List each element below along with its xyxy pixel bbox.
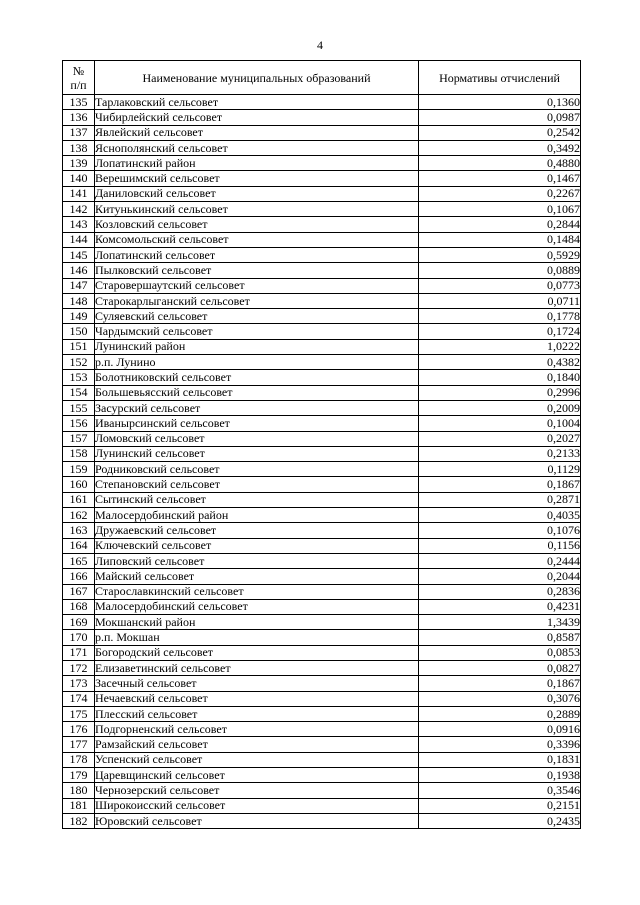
table-row bbox=[63, 446, 581, 461]
allocation-norm-cell: 0,2871 bbox=[419, 492, 581, 507]
municipality-name-cell: Суляевский сельсовет bbox=[95, 309, 419, 324]
row-number-cell: 158 bbox=[63, 446, 95, 461]
allocation-norm-cell: 0,0827 bbox=[419, 660, 581, 675]
header-number-sign: № bbox=[72, 63, 85, 78]
row-number-cell: 179 bbox=[63, 768, 95, 783]
allocation-norm-cell: 0,1867 bbox=[419, 477, 581, 492]
row-number-cell: 157 bbox=[63, 431, 95, 446]
municipality-name-cell: Родниковский сельсовет bbox=[95, 462, 419, 477]
allocation-norm-cell: 0,3546 bbox=[419, 783, 581, 798]
allocation-norm-cell: 0,8587 bbox=[419, 630, 581, 645]
row-number-cell: 161 bbox=[63, 492, 95, 507]
row-number-cell: 145 bbox=[63, 247, 95, 262]
row-number-cell: 151 bbox=[63, 339, 95, 354]
allocation-norm-cell: 0,2044 bbox=[419, 569, 581, 584]
table-row bbox=[63, 110, 581, 125]
allocation-norm-cell: 0,1067 bbox=[419, 202, 581, 217]
row-number-cell: 144 bbox=[63, 232, 95, 247]
header-number-abbr: п/п bbox=[70, 77, 87, 92]
allocation-norm-cell: 0,4231 bbox=[419, 599, 581, 614]
row-number-cell: 137 bbox=[63, 125, 95, 140]
row-number-cell: 152 bbox=[63, 355, 95, 370]
municipality-name-cell: Царевщинский сельсовет bbox=[95, 768, 419, 783]
allocation-norm-cell: 0,1156 bbox=[419, 538, 581, 553]
allocation-norm-cell: 0,0916 bbox=[419, 722, 581, 737]
row-number-cell: 140 bbox=[63, 171, 95, 186]
table-row bbox=[63, 309, 581, 324]
table-row bbox=[63, 553, 581, 568]
municipality-name-cell: Малосердобинский сельсовет bbox=[95, 599, 419, 614]
table-row bbox=[63, 232, 581, 247]
allocation-norm-cell: 0,1467 bbox=[419, 171, 581, 186]
table-row bbox=[63, 630, 581, 645]
table-row bbox=[63, 584, 581, 599]
allocation-norm-cell: 0,2542 bbox=[419, 125, 581, 140]
municipality-name-cell: Широкоисский сельсовет bbox=[95, 798, 419, 813]
row-number-cell: 139 bbox=[63, 156, 95, 171]
allocation-norm-cell: 0,4880 bbox=[419, 156, 581, 171]
allocation-norm-cell: 0,1360 bbox=[419, 95, 581, 110]
table-row bbox=[63, 722, 581, 737]
table-row bbox=[63, 691, 581, 706]
row-number-cell: 171 bbox=[63, 645, 95, 660]
row-number-cell: 154 bbox=[63, 385, 95, 400]
table-row bbox=[63, 217, 581, 232]
table-row bbox=[63, 263, 581, 278]
table-row bbox=[63, 431, 581, 446]
municipality-name-cell: Лопатинский район bbox=[95, 156, 419, 171]
row-number-cell: 167 bbox=[63, 584, 95, 599]
row-number-cell: 182 bbox=[63, 813, 95, 828]
allocation-norm-cell: 0,3076 bbox=[419, 691, 581, 706]
municipality-name-cell: Пылковский сельсовет bbox=[95, 263, 419, 278]
municipality-name-cell: Подгорненский сельсовет bbox=[95, 722, 419, 737]
municipality-name-cell: Елизаветинский сельсовет bbox=[95, 660, 419, 675]
municipality-name-cell: Липовский сельсовет bbox=[95, 553, 419, 568]
allocation-norm-cell: 1,3439 bbox=[419, 615, 581, 630]
table-row bbox=[63, 569, 581, 584]
row-number-cell: 176 bbox=[63, 722, 95, 737]
allocation-norm-cell: 0,1831 bbox=[419, 752, 581, 767]
municipality-name-cell: Засурский сельсовет bbox=[95, 400, 419, 415]
municipality-name-cell: Верешимский сельсовет bbox=[95, 171, 419, 186]
row-number-cell: 181 bbox=[63, 798, 95, 813]
table-row bbox=[63, 156, 581, 171]
municipality-name-cell: Тарлаковский сельсовет bbox=[95, 95, 419, 110]
municipality-name-cell: Иванырсинский сельсовет bbox=[95, 416, 419, 431]
row-number-cell: 178 bbox=[63, 752, 95, 767]
municipality-name-cell: Чардымский сельсовет bbox=[95, 324, 419, 339]
municipality-name-cell: Рамзайский сельсовет bbox=[95, 737, 419, 752]
table-row bbox=[63, 278, 581, 293]
row-number-cell: 165 bbox=[63, 553, 95, 568]
allocation-norm-cell: 0,1938 bbox=[419, 768, 581, 783]
allocation-norm-cell: 0,1076 bbox=[419, 523, 581, 538]
table-row bbox=[63, 95, 581, 110]
allocation-norm-cell: 0,2027 bbox=[419, 431, 581, 446]
municipality-name-cell: Мокшанский район bbox=[95, 615, 419, 630]
municipality-name-cell: р.п. Мокшан bbox=[95, 630, 419, 645]
table-body bbox=[63, 95, 581, 829]
table-row bbox=[63, 768, 581, 783]
table-row bbox=[63, 125, 581, 140]
municipality-name-cell: Богородский сельсовет bbox=[95, 645, 419, 660]
table-row bbox=[63, 752, 581, 767]
table-row bbox=[63, 599, 581, 614]
table-row bbox=[63, 462, 581, 477]
allocation-norm-cell: 0,0889 bbox=[419, 263, 581, 278]
row-number-cell: 162 bbox=[63, 508, 95, 523]
municipality-name-cell: Лунинский район bbox=[95, 339, 419, 354]
header-allocation-norm: Нормативы отчислений bbox=[419, 61, 581, 95]
municipality-name-cell: Старокарлыганский сельсовет bbox=[95, 293, 419, 308]
table-row bbox=[63, 324, 581, 339]
table-row bbox=[63, 813, 581, 828]
allocation-norms-table bbox=[62, 60, 581, 829]
municipality-name-cell: р.п. Лунино bbox=[95, 355, 419, 370]
municipality-name-cell: Дружаевский сельсовет bbox=[95, 523, 419, 538]
table-row bbox=[63, 247, 581, 262]
row-number-cell: 149 bbox=[63, 309, 95, 324]
row-number-cell: 164 bbox=[63, 538, 95, 553]
municipality-name-cell: Майский сельсовет bbox=[95, 569, 419, 584]
row-number-cell: 141 bbox=[63, 186, 95, 201]
allocation-norm-cell: 0,1840 bbox=[419, 370, 581, 385]
allocation-norm-cell: 0,2996 bbox=[419, 385, 581, 400]
table-row bbox=[63, 202, 581, 217]
table-row bbox=[63, 645, 581, 660]
allocation-norm-cell: 0,2267 bbox=[419, 186, 581, 201]
row-number-cell: 143 bbox=[63, 217, 95, 232]
row-number-cell: 155 bbox=[63, 400, 95, 415]
allocation-norm-cell: 0,2844 bbox=[419, 217, 581, 232]
allocation-norm-cell: 1,0222 bbox=[419, 339, 581, 354]
row-number-cell: 148 bbox=[63, 293, 95, 308]
table-row bbox=[63, 615, 581, 630]
row-number-cell: 142 bbox=[63, 202, 95, 217]
page-number: 4 bbox=[317, 38, 323, 52]
table-row bbox=[63, 737, 581, 752]
row-number-cell: 174 bbox=[63, 691, 95, 706]
table-row bbox=[63, 385, 581, 400]
municipality-name-cell: Малосердобинский район bbox=[95, 508, 419, 523]
municipality-name-cell: Лунинский сельсовет bbox=[95, 446, 419, 461]
allocation-norm-cell: 0,1778 bbox=[419, 309, 581, 324]
row-number-cell: 160 bbox=[63, 477, 95, 492]
allocation-norm-cell: 0,2133 bbox=[419, 446, 581, 461]
table-row bbox=[63, 477, 581, 492]
table-row bbox=[63, 140, 581, 155]
table-row bbox=[63, 293, 581, 308]
allocation-norm-cell: 0,1129 bbox=[419, 462, 581, 477]
table-row bbox=[63, 416, 581, 431]
row-number-cell: 147 bbox=[63, 278, 95, 293]
row-number-cell: 163 bbox=[63, 523, 95, 538]
table-header-row bbox=[63, 61, 581, 95]
row-number-cell: 156 bbox=[63, 416, 95, 431]
row-number-cell: 172 bbox=[63, 660, 95, 675]
municipality-name-cell: Чибирлейский сельсовет bbox=[95, 110, 419, 125]
municipality-name-cell: Старовершаутский сельсовет bbox=[95, 278, 419, 293]
allocation-norm-cell: 0,1867 bbox=[419, 676, 581, 691]
municipality-name-cell: Даниловский сельсовет bbox=[95, 186, 419, 201]
allocation-norm-cell: 0,0987 bbox=[419, 110, 581, 125]
allocation-norm-cell: 0,2444 bbox=[419, 553, 581, 568]
allocation-norm-cell: 0,2435 bbox=[419, 813, 581, 828]
row-number-cell: 177 bbox=[63, 737, 95, 752]
row-number-cell: 173 bbox=[63, 676, 95, 691]
municipality-name-cell: Ключевский сельсовет bbox=[95, 538, 419, 553]
municipality-name-cell: Явлейский сельсовет bbox=[95, 125, 419, 140]
row-number-cell: 146 bbox=[63, 263, 95, 278]
row-number-cell: 170 bbox=[63, 630, 95, 645]
municipality-name-cell: Ломовский сельсовет bbox=[95, 431, 419, 446]
allocation-norm-cell: 0,2009 bbox=[419, 400, 581, 415]
row-number-cell: 159 bbox=[63, 462, 95, 477]
allocation-norm-cell: 0,3396 bbox=[419, 737, 581, 752]
municipality-name-cell: Засечный сельсовет bbox=[95, 676, 419, 691]
table-row bbox=[63, 186, 581, 201]
municipality-name-cell: Большевьясский сельсовет bbox=[95, 385, 419, 400]
row-number-cell: 168 bbox=[63, 599, 95, 614]
row-number-cell: 180 bbox=[63, 783, 95, 798]
row-number-cell: 169 bbox=[63, 615, 95, 630]
municipality-name-cell: Лопатинский сельсовет bbox=[95, 247, 419, 262]
row-number-cell: 153 bbox=[63, 370, 95, 385]
municipality-name-cell: Плесский сельсовет bbox=[95, 706, 419, 721]
municipality-name-cell: Козловский сельсовет bbox=[95, 217, 419, 232]
table-row bbox=[63, 339, 581, 354]
table-row bbox=[63, 370, 581, 385]
table-row bbox=[63, 798, 581, 813]
table-row bbox=[63, 400, 581, 415]
allocation-norm-cell: 0,1724 bbox=[419, 324, 581, 339]
allocation-norm-cell: 0,1484 bbox=[419, 232, 581, 247]
municipality-name-cell: Сытинский сельсовет bbox=[95, 492, 419, 507]
allocation-norm-cell: 0,2836 bbox=[419, 584, 581, 599]
allocation-norm-cell: 0,3492 bbox=[419, 140, 581, 155]
municipality-name-cell: Успенский сельсовет bbox=[95, 752, 419, 767]
municipality-name-cell: Китунькинский сельсовет bbox=[95, 202, 419, 217]
table-row bbox=[63, 676, 581, 691]
municipality-name-cell: Чернозерский сельсовет bbox=[95, 783, 419, 798]
header-municipality-name: Наименование муниципальных образований bbox=[95, 61, 419, 95]
table-row bbox=[63, 508, 581, 523]
header-number bbox=[63, 61, 95, 95]
allocation-norm-cell: 0,5929 bbox=[419, 247, 581, 262]
municipality-name-cell: Степановский сельсовет bbox=[95, 477, 419, 492]
table-row bbox=[63, 783, 581, 798]
allocation-norm-cell: 0,4035 bbox=[419, 508, 581, 523]
allocation-norm-cell: 0,0773 bbox=[419, 278, 581, 293]
row-number-cell: 138 bbox=[63, 140, 95, 155]
municipality-name-cell: Юровский сельсовет bbox=[95, 813, 419, 828]
row-number-cell: 166 bbox=[63, 569, 95, 584]
allocation-norm-cell: 0,4382 bbox=[419, 355, 581, 370]
table-row bbox=[63, 492, 581, 507]
row-number-cell: 175 bbox=[63, 706, 95, 721]
row-number-cell: 150 bbox=[63, 324, 95, 339]
municipality-name-cell: Нечаевский сельсовет bbox=[95, 691, 419, 706]
municipality-name-cell: Старославкинский сельсовет bbox=[95, 584, 419, 599]
municipality-name-cell: Комсомольский сельсовет bbox=[95, 232, 419, 247]
allocation-norm-cell: 0,0853 bbox=[419, 645, 581, 660]
allocation-norm-cell: 0,1004 bbox=[419, 416, 581, 431]
table-row bbox=[63, 171, 581, 186]
table-row bbox=[63, 355, 581, 370]
table-row bbox=[63, 523, 581, 538]
allocation-norm-cell: 0,2151 bbox=[419, 798, 581, 813]
allocation-norm-cell: 0,2889 bbox=[419, 706, 581, 721]
row-number-cell: 135 bbox=[63, 95, 95, 110]
table-row bbox=[63, 538, 581, 553]
table-row bbox=[63, 660, 581, 675]
allocation-norm-cell: 0,0711 bbox=[419, 293, 581, 308]
table-row bbox=[63, 706, 581, 721]
row-number-cell: 136 bbox=[63, 110, 95, 125]
municipality-name-cell: Яснополянский сельсовет bbox=[95, 140, 419, 155]
municipality-name-cell: Болотниковский сельсовет bbox=[95, 370, 419, 385]
